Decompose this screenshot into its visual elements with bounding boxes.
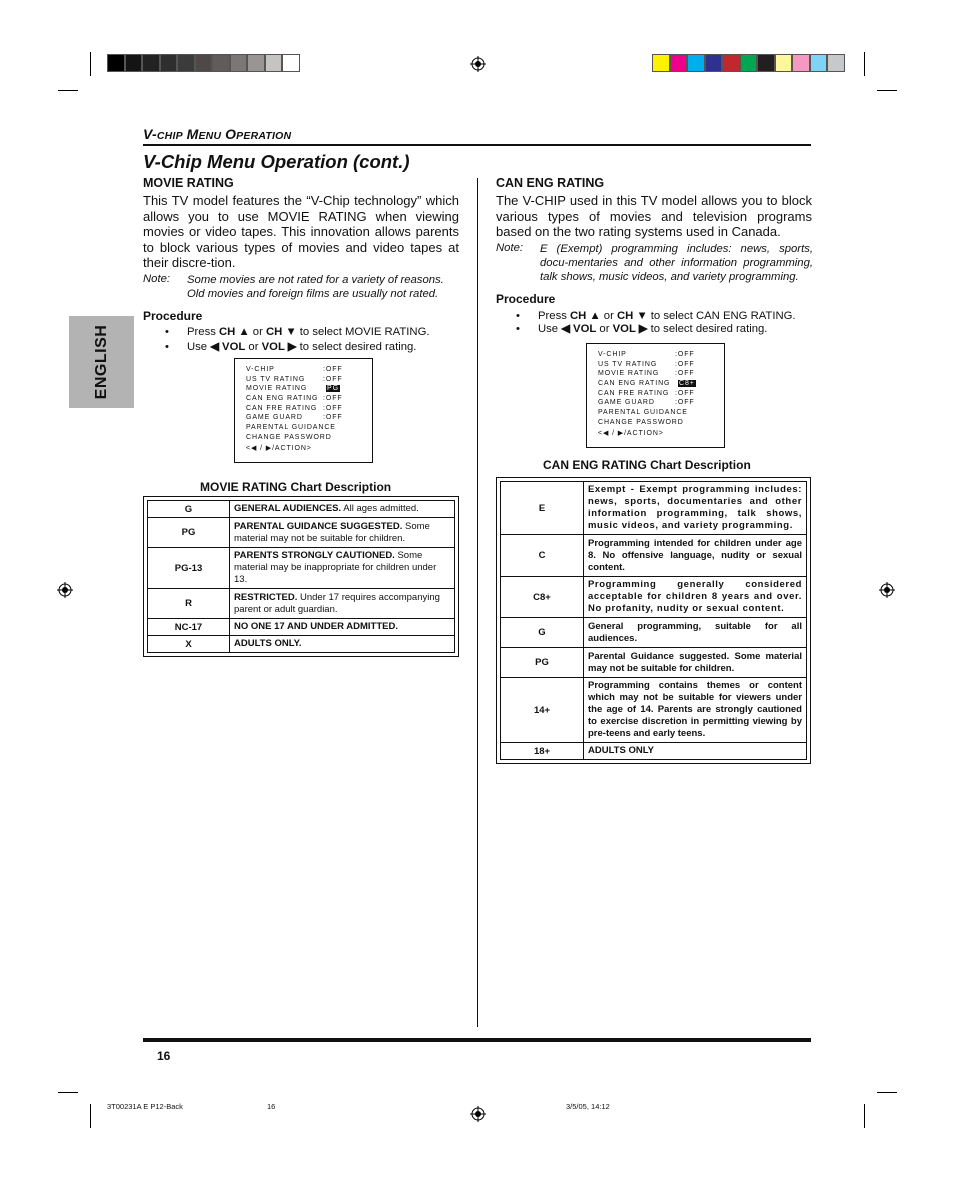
osd-menu-label: <◀ / ▶/ACTION> (246, 444, 312, 452)
procedure-list (516, 310, 796, 335)
grayscale-color-bar (107, 54, 300, 72)
color-swatch (687, 54, 705, 72)
color-swatch (177, 54, 195, 72)
rating-description-rest: Some material may be inappropriate for children under 13. (234, 550, 437, 585)
procedure-list (165, 326, 430, 353)
section-heading: V-CHIP MENU OPERATION (143, 126, 292, 142)
color-swatch (247, 54, 265, 72)
color-swatch (757, 54, 775, 72)
color-swatch (125, 54, 143, 72)
rating-description: Programming intended for children under age 8. No offensive language, nudity or sexual content. (584, 535, 807, 577)
osd-menu-label: CHANGE PASSWORD (246, 433, 332, 441)
movie-rating-intro: This TV model features the “V-Chip technology” which allows you to use MOVIE RATING when viewing movies or video tapes. This innovation allows parents to block various types of movies and video tapes at their discre-tion. (143, 193, 459, 270)
can-eng-rating-osd-menu (586, 343, 725, 448)
color-swatch (775, 54, 793, 72)
note-label: Note: (143, 273, 171, 285)
rating-description-rest: Some material may not be suitable for children. (234, 520, 430, 544)
rating-description: Exempt - Exempt programming includes: news, sports, documentaries and other information programming, talk shows, music videos, and variety programming. (584, 482, 807, 535)
rating-description-bold: ADULTS ONLY. (234, 638, 302, 649)
rating-description: Parental Guidance suggested. Some material may not be suitable for children. (584, 648, 807, 678)
table-row (501, 535, 807, 577)
registration-mark-icon (879, 582, 895, 598)
osd-menu-label: GAME GUARD (598, 399, 655, 407)
osd-menu-selected-value: PG (327, 385, 339, 393)
crop-mark (877, 1092, 897, 1093)
rating-code: 14+ (501, 678, 584, 743)
osd-menu-label: GAME GUARD (246, 414, 303, 422)
table-row (501, 648, 807, 678)
rating-code: PG (148, 518, 230, 548)
rating-description (230, 518, 455, 548)
rating-code: G (148, 501, 230, 518)
page-number: 16 (157, 1049, 171, 1063)
color-swatch (212, 54, 230, 72)
list-item: • Use ◀ VOL or VOL ▶ to select desired rating. (516, 323, 768, 335)
rating-code: NC-17 (148, 619, 230, 636)
footer-rule (143, 1038, 811, 1042)
osd-menu-row (598, 419, 724, 429)
rating-code: C8+ (501, 577, 584, 618)
color-swatch (740, 54, 758, 72)
rating-description-rest: All ages admitted. (341, 503, 419, 514)
color-swatch (142, 54, 160, 72)
rating-code: X (148, 636, 230, 653)
movie-rating-osd-menu (234, 358, 373, 463)
movie-rating-heading: MOVIE RATING (143, 176, 234, 190)
rating-code: PG-13 (148, 548, 230, 589)
rating-code: E (501, 482, 584, 535)
osd-menu-row (246, 385, 372, 395)
rating-description: Programming contains themes or content which may not be suitable for viewers under the age of 14. Parents are strongly cautioned to exercise discretion in permitting viewing by pre-teens and early teens. (584, 678, 807, 743)
rating-code: R (148, 589, 230, 619)
process-color-bar (652, 54, 845, 72)
osd-menu-row (246, 414, 372, 424)
registration-mark-icon (470, 56, 486, 72)
osd-menu-label: US TV RATING (598, 360, 658, 368)
osd-menu-row (246, 424, 372, 434)
osd-menu-row (246, 444, 372, 454)
color-swatch (810, 54, 828, 72)
rating-description (230, 636, 455, 653)
osd-menu-label: <◀ / ▶/ACTION> (598, 429, 664, 437)
header-rule (143, 144, 811, 146)
rating-description-bold: GENERAL AUDIENCES. (234, 503, 342, 514)
osd-menu-row (598, 361, 724, 371)
table-row (148, 589, 455, 619)
osd-menu-value: :OFF (323, 375, 343, 383)
osd-menu-value: :OFF (675, 399, 695, 407)
table-row (501, 743, 807, 760)
osd-menu-label: US TV RATING (246, 375, 306, 383)
osd-menu-label: CAN FRE RATING (598, 389, 670, 397)
table-row (148, 619, 455, 636)
rating-description-bold: PARENTAL GUIDANCE SUGGESTED. (234, 520, 403, 532)
list-item: • Press CH ▲ or CH ▼ to select CAN ENG RATING. (516, 310, 796, 322)
color-swatch (722, 54, 740, 72)
color-swatch (107, 54, 125, 72)
procedure-heading: Procedure (143, 309, 203, 323)
footer-page: 16 (267, 1102, 276, 1111)
footer-timestamp: 3/5/05, 14:12 (566, 1102, 610, 1111)
table-row (148, 548, 455, 589)
table-row (501, 482, 807, 535)
rating-description (230, 548, 455, 589)
color-swatch (652, 54, 670, 72)
osd-menu-row (246, 366, 372, 376)
osd-menu-value: :OFF (675, 351, 695, 358)
can-eng-rating-note: E (Exempt) programming includes: news, sports, docu-mentaries and other information programming, talk shows, music videos, and variety programming. (540, 243, 813, 283)
crop-mark (90, 52, 91, 76)
osd-menu-label: PARENTAL GUIDANCE (598, 409, 688, 417)
rating-description-bold: PARENTS STRONGLY CAUTIONED. (234, 550, 395, 561)
color-swatch (792, 54, 810, 72)
osd-menu-value: :OFF (675, 389, 695, 397)
rating-description (230, 619, 455, 636)
color-swatch (265, 54, 283, 72)
table-row (148, 636, 455, 653)
osd-menu-row (246, 405, 372, 415)
osd-menu-row (598, 351, 724, 361)
page-title: V-Chip Menu Operation (cont.) (143, 151, 410, 172)
rating-description-bold: RESTRICTED. (234, 591, 298, 603)
rating-description: ADULTS ONLY (584, 743, 807, 760)
footer-job-id: 3T00231A E P12-Back (107, 1102, 183, 1111)
osd-menu-value: :OFF (323, 395, 343, 403)
crop-mark (58, 90, 78, 91)
osd-menu-row (598, 390, 724, 400)
crop-mark (90, 1104, 91, 1128)
osd-menu-row (246, 395, 372, 405)
color-swatch (705, 54, 723, 72)
color-swatch (670, 54, 688, 72)
osd-menu-value: :OFF (323, 404, 343, 412)
osd-menu-label: V-CHIP (598, 351, 627, 358)
can-eng-rating-intro: The V-CHIP used in this TV model allows you to block various types of movies and television programs based on the two rating systems used in Canada. (496, 193, 812, 239)
can-eng-rating-table (496, 477, 811, 764)
osd-menu-row (598, 409, 724, 419)
language-side-tab: ENGLISH (69, 316, 134, 408)
rating-description (230, 501, 455, 518)
color-swatch (827, 54, 845, 72)
osd-menu-label: PARENTAL GUIDANCE (246, 424, 336, 432)
column-divider (477, 178, 478, 1027)
rating-code: G (501, 618, 584, 648)
color-swatch (230, 54, 248, 72)
can-eng-rating-chart-title: CAN ENG RATING Chart Description (543, 458, 751, 472)
procedure-heading: Procedure (496, 292, 556, 306)
osd-menu-row (598, 380, 724, 390)
osd-menu-row (246, 434, 372, 444)
movie-rating-table (143, 496, 459, 657)
osd-menu-selected-value: C8+ (679, 380, 695, 388)
registration-mark-icon (470, 1106, 486, 1122)
rating-description: Programming generally considered acceptable for children 8 years and over. No profanity, nudity or sexual content. (584, 577, 807, 618)
registration-mark-icon (57, 582, 73, 598)
rating-code: PG (501, 648, 584, 678)
osd-menu-label: MOVIE RATING (598, 370, 660, 378)
list-item: • Use ◀ VOL or VOL ▶ to select desired rating. (165, 341, 417, 353)
color-swatch (195, 54, 213, 72)
rating-description: General programming, suitable for all audiences. (584, 618, 807, 648)
osd-menu-row (598, 429, 724, 439)
osd-menu-label: CAN ENG RATING (246, 395, 319, 403)
crop-mark (58, 1092, 78, 1093)
osd-menu-value: :OFF (323, 414, 343, 422)
can-eng-rating-heading: CAN ENG RATING (496, 176, 605, 190)
rating-description (230, 589, 455, 619)
osd-menu-value: :OFF (675, 370, 695, 378)
color-swatch (282, 54, 300, 72)
osd-menu-row (598, 399, 724, 409)
table-row (501, 678, 807, 743)
osd-menu-label: V-CHIP (246, 366, 275, 373)
osd-menu-label: CAN ENG RATING (598, 380, 671, 388)
rating-code: C (501, 535, 584, 577)
crop-mark (877, 90, 897, 91)
rating-code: 18+ (501, 743, 584, 760)
osd-menu-value: :OFF (675, 360, 695, 368)
table-row (148, 518, 455, 548)
color-swatch (160, 54, 178, 72)
osd-menu-label: CHANGE PASSWORD (598, 418, 684, 426)
table-row (148, 501, 455, 518)
osd-menu-label: MOVIE RATING (246, 385, 308, 393)
table-row (501, 618, 807, 648)
crop-mark (864, 52, 865, 76)
crop-mark (864, 1104, 865, 1128)
rating-description-bold: NO ONE 17 AND UNDER ADMITTED. (234, 621, 398, 632)
osd-menu-row (246, 376, 372, 386)
osd-menu-value: :OFF (323, 366, 343, 373)
rating-description-rest: Under 17 requires accompanying parent or adult guardian. (234, 591, 440, 615)
movie-rating-chart-title: MOVIE RATING Chart Description (200, 480, 392, 494)
note-label: Note: (496, 242, 524, 254)
table-row (501, 577, 807, 618)
osd-menu-row (598, 370, 724, 380)
list-item: • Press CH ▲ or CH ▼ to select MOVIE RATING. (165, 326, 430, 338)
movie-rating-note: Some movies are not rated for a variety of reasons. Old movies and foreign films are usually not rated. (187, 274, 444, 300)
osd-menu-label: CAN FRE RATING (246, 404, 318, 412)
